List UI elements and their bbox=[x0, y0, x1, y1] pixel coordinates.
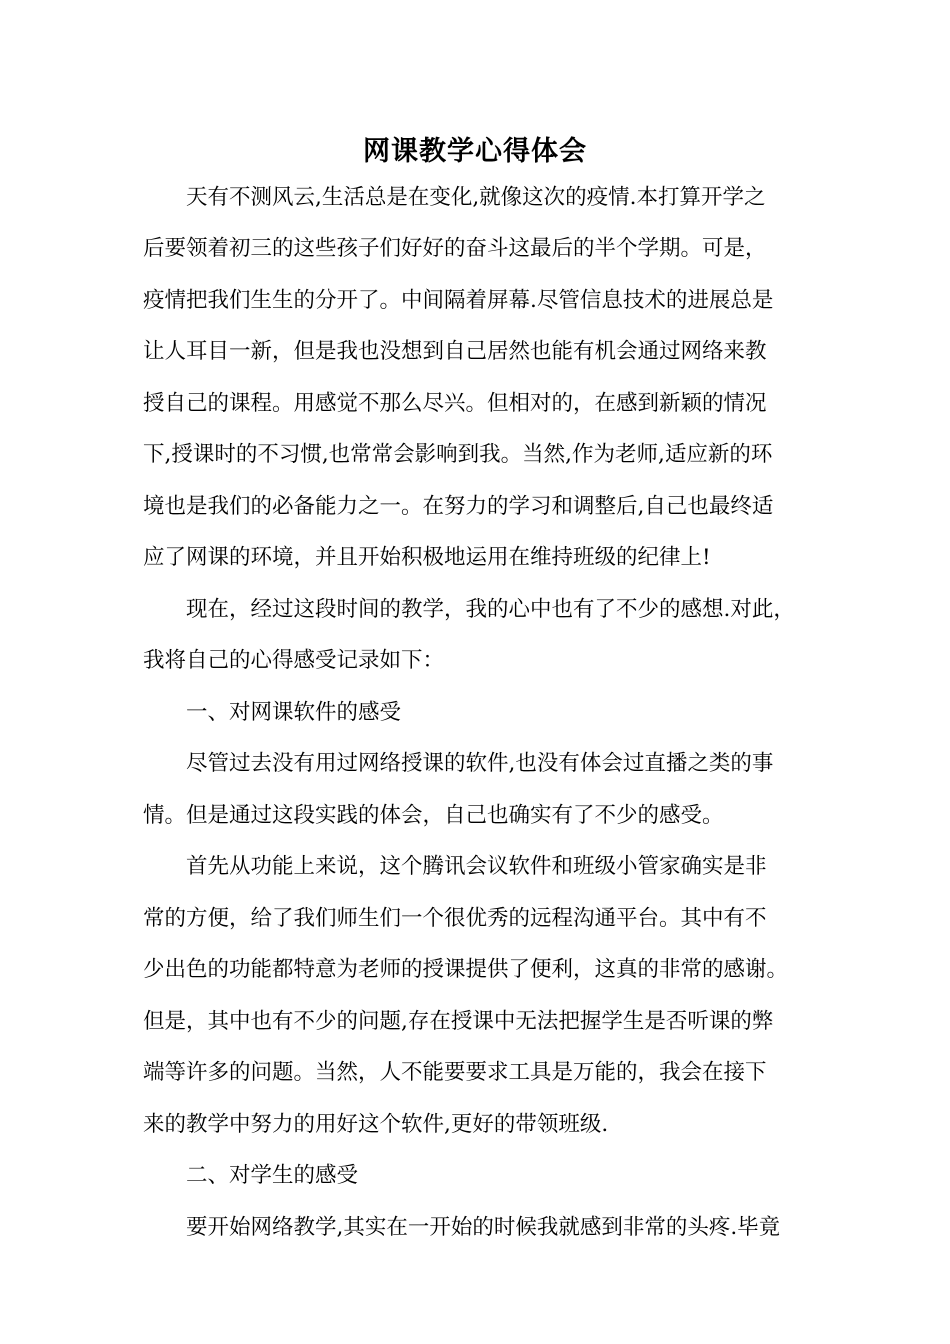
text-line: 但是，其中也有不少的问题,存在授课中无法把握学生是否听课的弊 bbox=[143, 1009, 774, 1034]
section-heading: 二、对学生的感受 bbox=[143, 1163, 359, 1188]
text-line: 来的教学中努力的用好这个软件,更好的带领班级. bbox=[143, 1112, 609, 1137]
text-line: 疫情把我们生生的分开了。中间隔着屏幕.尽管信息技术的进展总是 bbox=[143, 288, 774, 313]
text-line: 应了网课的环境，并且开始积极地运用在维持班级的纪律上! bbox=[143, 545, 711, 570]
text-line: 少出色的功能都特意为老师的授课提供了便利，这真的非常的感谢。 bbox=[143, 957, 789, 982]
text-line: 首先从功能上来说，这个腾讯会议软件和班级小管家确实是非 bbox=[143, 854, 767, 879]
text-line: 下,授课时的不习惯,也常常会影响到我。当然,作为老师,适应新的环 bbox=[143, 442, 773, 467]
text-line: 端等许多的问题。当然，人不能要要求工具是万能的，我会在接下 bbox=[143, 1060, 767, 1085]
text-line: 情。但是通过这段实践的体会，自己也确实有了不少的感受。 bbox=[143, 803, 724, 828]
text-line: 后要领着初三的这些孩子们好好的奋斗这最后的半个学期。可是， bbox=[143, 236, 767, 261]
text-line: 境也是我们的必备能力之一。在努力的学习和调整后,自己也最终适 bbox=[143, 494, 774, 519]
text-line: 常的方便，给了我们师生们一个很优秀的远程沟通平台。其中有不 bbox=[143, 906, 767, 931]
text-line: 让人耳目一新，但是我也没想到自己居然也能有机会通过网络来教 bbox=[143, 339, 767, 364]
section-heading: 一、对网课软件的感受 bbox=[143, 700, 402, 725]
text-line: 要开始网络教学,其实在一开始的时候我就感到非常的头疼.毕竟 bbox=[143, 1215, 781, 1240]
text-line: 我将自己的心得感受记录如下： bbox=[143, 648, 445, 673]
document-title: 网课教学心得体会 bbox=[363, 136, 587, 167]
text-line: 尽管过去没有用过网络授课的软件,也没有体会过直播之类的事 bbox=[143, 751, 774, 776]
text-line: 授自己的课程。用感觉不那么尽兴。但相对的，在感到新颖的情况 bbox=[143, 391, 767, 416]
text-line: 现在，经过这段时间的教学，我的心中也有了不少的感想.对此， bbox=[143, 597, 795, 622]
text-line: 天有不测风云,生活总是在变化,就像这次的疫情.本打算开学之 bbox=[143, 185, 766, 210]
